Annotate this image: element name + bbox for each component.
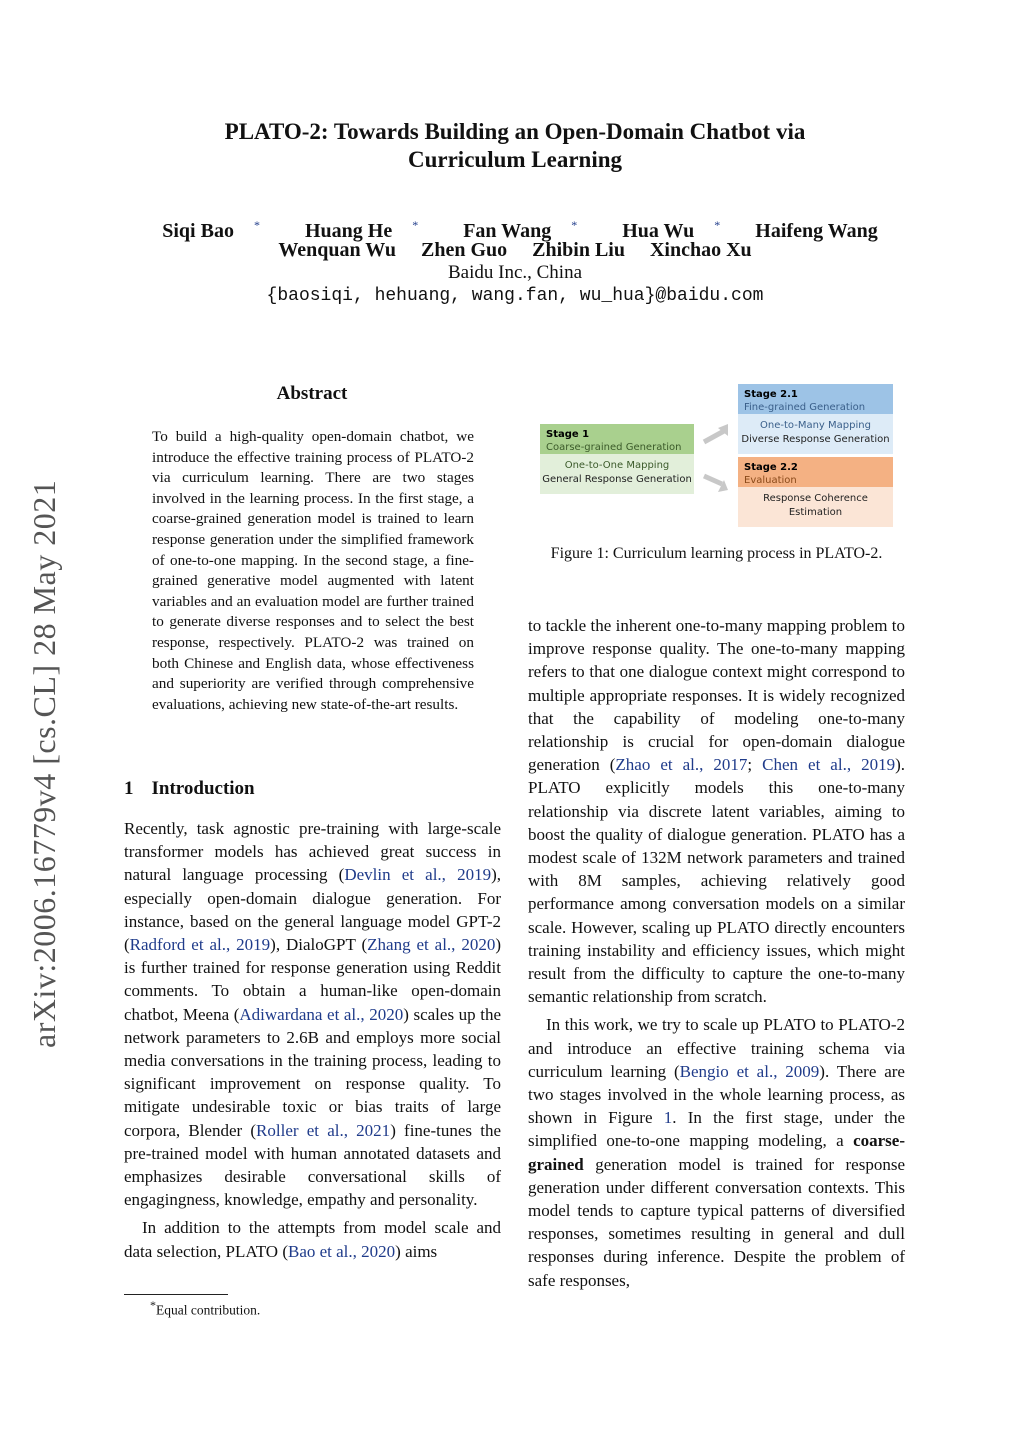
author: Wenquan Wu	[278, 239, 396, 261]
arxiv-identifier: arXiv:2006.16779v4 [cs.CL] 28 May 2021	[26, 479, 62, 1048]
citation-link[interactable]: Zhao et al., 2017	[615, 755, 748, 775]
paragraph: In addition to the attempts from model scale and data selection, PLATO (Bao et al., 2020) aims	[124, 1218, 501, 1261]
abstract-heading: Abstract	[276, 383, 348, 404]
author: Xinchao Xu	[649, 239, 752, 261]
arrow-up-icon	[704, 424, 728, 442]
section-title: Introduction	[151, 778, 255, 799]
citation-link[interactable]: Radford et al., 2019	[129, 935, 271, 955]
section-number: 1	[124, 778, 134, 799]
citation-link[interactable]: Bengio et al., 2009	[679, 1061, 820, 1081]
title-line-1: PLATO-2: Towards Building an Open-Domain Chatbot via	[224, 119, 806, 144]
paragraph: Recently, task agnostic pre-training with large-scale transformer models has achieved great success in natural language processing (Devlin et al., 2019), especially open-domain dialogue generation. For instance, based on the general language model GPT-2 (Radford et al., 2019), DialoGPT (Zhang et al., 2020) is further trained for response generation using Reddit comments. To obtain a human-like open-domain chatbot, Meena (Adiwardana et al., 2020) scales up the network parameters to 2.6B and employs more social media conversations in the training process, leading to significant improvement on response quality. To mitigate undesirable toxic or bias traits of large corpora, Blender (Roller et al., 2021) fine-tunes the pre-trained model with human annotated datasets and emphasizes desirable conversational skills of engagingness, knowledge, empathy and personality.	[124, 819, 502, 1210]
citation-link[interactable]: Chen et al., 2019	[762, 755, 896, 775]
author: Haifeng Wang	[755, 219, 878, 242]
paper-title	[130, 118, 900, 174]
email: {baosiqi, hehuang, wang.fan, wu_hua}@baidu.com	[266, 286, 764, 306]
citation-link[interactable]: Roller et al., 2021	[256, 1120, 391, 1140]
left-column-body	[124, 817, 501, 1263]
stage-arrows	[698, 420, 734, 500]
paragraph: In this work, we try to scale up PLATO to PLATO-2 and introduce an effective training schema via curriculum learning (Bengio et al., 2009). There are two stages involved in the whole learning process, as shown in Figure 1. In the first stage, under the simplified one-to-one mapping modeling, a coarse-grained generation model is trained for response generation under different conversation contexts. This model tends to capture typical patterns of diversified responses, sometimes resulting in general and dull responses during inference. Despite the problem of safe responses,	[528, 1015, 906, 1290]
citation-link[interactable]: Zhang et al., 2020	[367, 935, 496, 955]
stage2-1-body: One-to-Many Mapping Diverse Response Generation	[738, 414, 893, 454]
citation-link[interactable]: Adiwardana et al., 2020	[239, 1004, 404, 1024]
stage2-1-header: Stage 2.1 Fine-grained Generation	[738, 384, 893, 414]
author: Hua Wu *	[622, 218, 721, 242]
title-line-2: Curriculum Learning	[407, 147, 623, 172]
citation-link[interactable]: Devlin et al., 2019	[344, 865, 492, 885]
author: Zhibin Liu	[532, 239, 625, 261]
section-heading	[124, 778, 255, 800]
stage2-2-header: Stage 2.2 Evaluation	[738, 457, 893, 487]
authors-row-2	[130, 238, 900, 262]
stage1-body: One-to-One Mapping General Response Generation	[540, 454, 694, 494]
author: Huang He *	[304, 218, 419, 242]
paragraph: to tackle the inherent one-to-many mapping problem to improve response quality. The one-to-many mapping refers to that one dialogue context might correspond to multiple appropriate responses. It is widely recognized that the capability of modeling one-to-many relationship is crucial for open-domain dialogue generation (Zhao et al., 2017; Chen et al., 2019). PLATO explicitly models this one-to-many relationship via discrete latent variables, aiming to boost the quality of dialogue generation. PLATO has a modest scale of 132M network parameters and trained with 8M samples, achieving relatively good performance among conversation models on a similar scale. However, scaling up PLATO directly encounters training instability and efficiency issues, which might result from the difficulty to capture the one-to-many semantic relationship from scratch.	[528, 616, 906, 1007]
figure-reference-link[interactable]: 1	[663, 1108, 673, 1128]
right-column-body	[528, 614, 905, 1292]
stage1-header: Stage 1 Coarse-grained Generation	[540, 424, 694, 454]
figure-caption: Figure 1: Curriculum learning process in PLATO-2.	[550, 545, 883, 562]
stage2-2-body: Response Coherence Estimation	[738, 487, 893, 527]
author: Siqi Bao *	[162, 218, 260, 242]
footnote-rule	[124, 1294, 228, 1295]
arrow-down-icon	[704, 476, 728, 492]
citation-link[interactable]: Bao et al., 2020	[287, 1241, 396, 1261]
author: Fan Wang *	[463, 218, 578, 242]
author: Zhen Guo	[420, 239, 508, 261]
affiliation: Baidu Inc., China	[447, 262, 583, 283]
abstract-text: To build a high-quality open-domain chatbot, we introduce the effective training process of PLATO-2 via curriculum learning. There are two stages involved in the learning process. In the first stage, a coarse-grained generation model is trained to learn response generation under the simplified framework of one-to-one mapping. In the second stage, a fine-grained generative model augmented with latent variables and an evaluation model are further trained to generate diverse responses and to select the best response, respectively. PLATO-2 was trained on both Chinese and English data, whose effectiveness and superiority are verified through comprehensive evaluations, achieving new state-of-the-art results.	[152, 428, 474, 713]
bold-term: coarse-grained	[528, 1131, 905, 1174]
footnote: *Equal contribution.	[150, 1298, 261, 1318]
